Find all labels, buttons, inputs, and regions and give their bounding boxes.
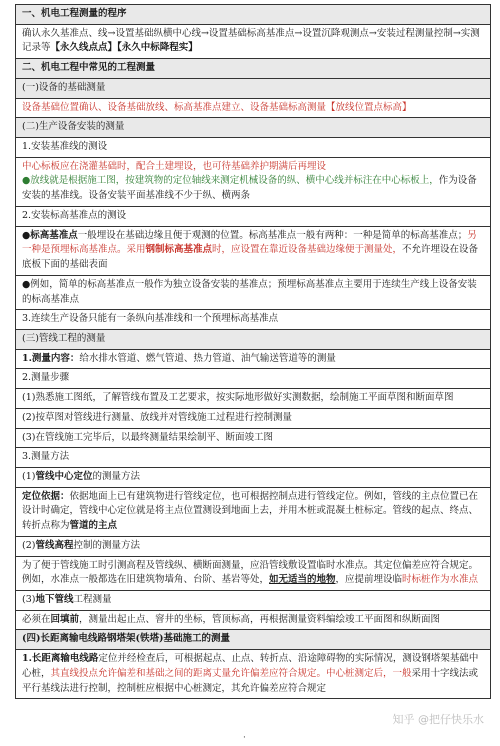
- sub2-title: (二)生产设备安装的测量: [16, 118, 490, 138]
- watermark: 知乎 @把仔快乐水: [393, 711, 485, 728]
- method-3-title: (3)地下管线工程测量: [16, 591, 490, 611]
- item2-title: 2.安装标高基准点的测设: [16, 207, 490, 227]
- pipeline-step-3: (3)在管线施工完毕后，以最终测量结果绘制平、断面竣工图: [16, 429, 490, 449]
- pipeline-content: 1.测量内容：给水排水管道、燃气管道、热力管道、油气输送管道等的测量: [16, 350, 490, 370]
- item1-title: 1.安装基准线的测设: [16, 138, 490, 158]
- item1-body: 中心标板应在浇灌基础时，配合土建埋设，也可待基础养护期满后再埋设 ●放线就是根据施工图，按建筑物的定位轴线来测定机械设备的纵、横中心线并标注在中心标板上，作为设备安装的基准线。设备安装平面基准线不少于纵、横两条: [16, 158, 490, 207]
- procedure-text: 确认永久基准点、线→设置基础纵横中心线→设置基础标高基准点→设置沉降观测点→安装过程测量控制→实测记录等: [22, 28, 480, 54]
- item2-body-2: ●例如，简单的标高基准点一般作为独立设备安装的基准点；预埋标高基准点主要用于连续生产线上设备安装的标高基准点: [16, 276, 490, 310]
- section-1-title: 一、机电工程测量的程序: [16, 5, 490, 25]
- sub4-body: 1.长距离输电线路定位并经检查后，可根据起点、止点、转折点、沿途障碍物的实际情况，测设钢塔架基础中心桩，其直线投点允许偏差和基础之间的距离丈量允许偏差应符合规定。中心桩测定后，一般采用十字线法或平行基线法进行控制，控制桩应根据中心桩测定，其允许偏差应符合规定: [16, 650, 490, 699]
- method-1-body: 定位依据：依据地面上已有建筑物进行管线定位，也可根据控制点进行管线定位。例如，管线的主点位置已在设计时确定，管线中心定位就是将主点位置测设到地面上去，并用木桩或混凝土桩标定。管线的起点、终点、转折点称为管道的主点: [16, 488, 490, 537]
- sub4-title: (四)长距离输电线路钢塔架(铁塔)基础施工的测量: [16, 630, 490, 650]
- page-mark: ·: [243, 732, 246, 746]
- method-2-title: (2)管线高程控制的测量方法: [16, 537, 490, 557]
- pipeline-step-2: (2)按草图对管线进行测量、放线并对管线施工过程进行控制测量: [16, 409, 490, 429]
- section-2-title: 二、机电工程中常见的工程测量: [16, 59, 490, 79]
- section-1-body: [16, 25, 490, 59]
- item2-body-1: ●标高基准点一般埋设在基础边缘且便于观测的位置。标高基准点一般有两种：一种是简单的标高基准点；另一种是预埋标高基准点。采用钢制标高基准点时，应设置在靠近设备基础边缘便于测量处，不允许埋设在设备底板下面的基础表面: [16, 227, 490, 276]
- pipeline-step-1: (1)熟悉施工图纸，了解管线布置及工艺要求，按实际地形做好实测数据，绘制施工平面草图和断面草图: [16, 389, 490, 409]
- item3: 3.连续生产设备只能有一条纵向基准线和一个预埋标高基准点: [16, 310, 490, 330]
- method-2-body: 为了便于管线施工时引测高程及管线纵、横断面测量，应沿管线敷设置临时水准点。其定位偏差应符合规定。例如，水准点一般都选在旧建筑物墙角、台阶、基岩等处，如无适当的地物，应提前埋设临时标桩作为水准点: [16, 557, 490, 591]
- method-3-body: 必须在回填前，测量出起止点、窨井的坐标，管顶标高，再根据测量资料编绘竣工平面图和纵断面图: [16, 611, 490, 631]
- sub3-title: (三)管线工程的测量: [16, 330, 490, 350]
- method-1-title: (1)管线中心定位的测量方法: [16, 468, 490, 488]
- method-title: 3.测量方法: [16, 448, 490, 468]
- sub1-body: 设备基础位置确认、设备基础放线、标高基准点建立、设备基础标高测量【放线位置点标高】: [16, 99, 490, 119]
- document-table: [15, 4, 491, 699]
- pipeline-steps-title: 2.测量步骤: [16, 369, 490, 389]
- procedure-mnemonic: 【永久线点点】【永久中标降程实】: [51, 42, 198, 53]
- sub1-title: (一)设备的基础测量: [16, 79, 490, 99]
